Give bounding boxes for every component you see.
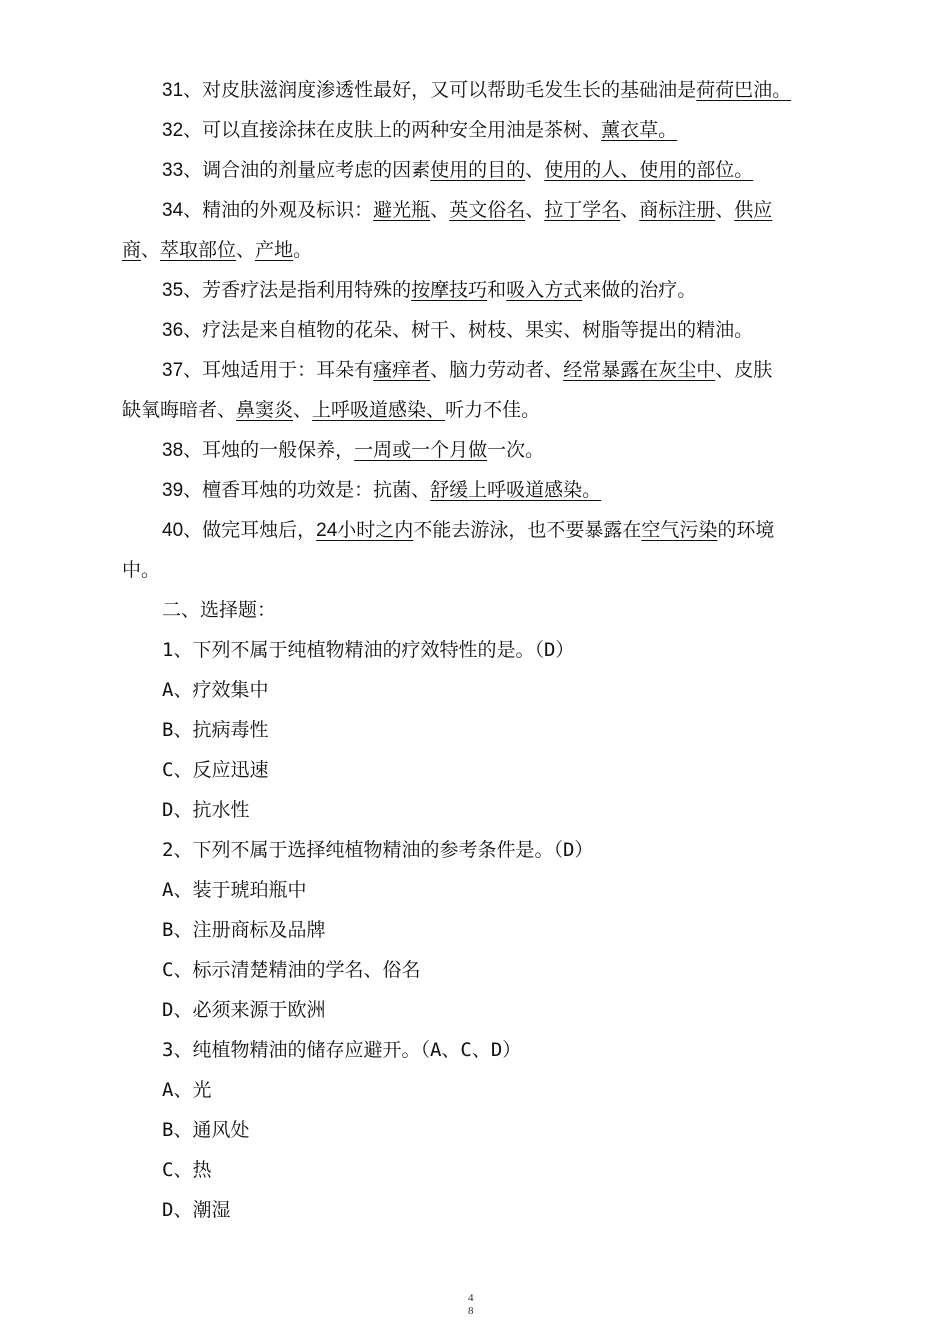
question-text: 、脑力劳动者、 <box>430 359 564 381</box>
question-text: 和 <box>487 279 507 301</box>
underlined-answer: 鼻窦炎 <box>236 399 294 421</box>
underlined-answer: 产地 <box>255 239 294 261</box>
fill-item-40 <box>162 510 774 551</box>
underlined-answer: 薰衣草。 <box>601 119 678 141</box>
question-text: 、 <box>293 399 313 421</box>
underlined-answer: 24 <box>316 520 338 541</box>
question-text: 、 <box>715 199 735 221</box>
underlined-answer: 上呼吸道感染、 <box>312 399 446 421</box>
question-text: 、可以直接涂抹在皮肤上的两种安全用油是茶树、 <box>183 119 602 141</box>
question-text: 、 <box>525 159 545 181</box>
question-1-stem: 1、下列不属于纯植物精油的疗效特性的是。（D） <box>162 639 575 661</box>
underlined-answer: 吸入方式 <box>506 279 583 301</box>
fill-item-34-cont <box>122 230 312 270</box>
question-text: 、耳烛的一般保养， <box>183 439 355 461</box>
question-text: 、 <box>141 239 161 261</box>
underlined-answer: 商 <box>122 239 142 261</box>
underlined-answer: 瘙痒者 <box>373 359 431 381</box>
underlined-answer: 荷荷巴油。 <box>696 79 792 101</box>
page-number-line2: 8 <box>468 1305 474 1317</box>
question-text: 、对皮肤滋润度渗透性最好，又可以帮助毛发生长的基础油是 <box>183 79 697 101</box>
question-1-option-b: B、抗病毒性 <box>162 719 269 741</box>
question-text: 、疗法是来自植物的花朵、树干、树枝、果实、树脂等提出的精油。 <box>183 319 754 341</box>
item-number: 34 <box>162 200 184 221</box>
item-number: 40 <box>162 520 184 541</box>
page-number-line1: 4 <box>468 1292 474 1304</box>
underlined-answer: 使用的人、使用的部位。 <box>544 159 754 181</box>
underlined-answer: 使用的目的 <box>430 159 526 181</box>
question-text: 、 <box>430 199 450 221</box>
question-text: 、耳烛适用于：耳朵有 <box>183 359 374 381</box>
underlined-answer: 商标注册 <box>639 199 716 221</box>
item-number: 33 <box>162 160 184 181</box>
fill-item-37 <box>162 350 772 391</box>
fill-item-38 <box>162 430 544 471</box>
item-number: 35 <box>162 280 184 301</box>
section-title: 二、选择题： <box>162 599 277 621</box>
question-text: 、精油的外观及标识： <box>183 199 374 221</box>
question-text: 来做的治疗。 <box>582 279 697 301</box>
question-text: 缺氧晦暗者、 <box>122 399 237 421</box>
fill-item-36 <box>162 310 753 351</box>
question-text: 、做完耳烛后， <box>183 519 317 541</box>
question-3-stem: 3、纯植物精油的储存应避开。（A、C、D） <box>162 1039 522 1061</box>
item-number: 36 <box>162 320 184 341</box>
question-text: 听力不佳。 <box>445 399 541 421</box>
question-3-option-d: D、潮湿 <box>162 1199 231 1221</box>
fill-item-34 <box>162 190 772 231</box>
fill-item-37-cont <box>122 390 540 430</box>
underlined-answer: 按摩技巧 <box>411 279 488 301</box>
fill-item-39 <box>162 470 601 511</box>
question-1-option-d: D、抗水性 <box>162 799 250 821</box>
question-text: 的环境 <box>717 519 775 541</box>
question-text: 、 <box>620 199 640 221</box>
item-number: 39 <box>162 480 184 501</box>
item-number: 37 <box>162 360 184 381</box>
question-2-option-d: D、必须来源于欧洲 <box>162 999 326 1021</box>
underlined-answer: 一周或一个月做 <box>354 439 488 461</box>
question-text: 、调合油的剂量应考虑的因素 <box>183 159 431 181</box>
question-2-option-c: C、标示清楚精油的学名、俗名 <box>162 959 421 981</box>
underlined-answer: 拉丁学名 <box>544 199 621 221</box>
item-number: 38 <box>162 440 184 461</box>
underlined-answer: 经常暴露在灰尘中 <box>563 359 716 381</box>
question-2-option-b: B、注册商标及品牌 <box>162 919 326 941</box>
question-3-option-a: A、光 <box>162 1079 212 1101</box>
item-number: 32 <box>162 120 184 141</box>
question-text: 不能去游泳，也不要暴露在 <box>413 519 642 541</box>
fill-item-35 <box>162 270 696 311</box>
question-1-option-c: C、反应迅速 <box>162 759 269 781</box>
question-text: 、檀香耳烛的功效是：抗菌、 <box>183 479 431 501</box>
fill-item-32 <box>162 110 677 151</box>
underlined-answer: 空气污染 <box>641 519 718 541</box>
item-number: 31 <box>162 80 184 101</box>
question-text: 、 <box>236 239 256 261</box>
fill-item-31 <box>162 70 791 111</box>
question-text: 、芳香疗法是指利用特殊的 <box>183 279 412 301</box>
underlined-answer: 供应 <box>734 199 773 221</box>
question-text: 。 <box>293 239 313 261</box>
question-text: 一次。 <box>487 439 545 461</box>
question-3-option-c: C、热 <box>162 1159 212 1181</box>
question-text: 中。 <box>122 559 161 581</box>
question-text: 、 <box>525 199 545 221</box>
question-2-option-a: A、装于琥珀瓶中 <box>162 879 307 901</box>
underlined-answer: 萃取部位 <box>160 239 237 261</box>
fill-item-40-cont <box>122 550 160 590</box>
question-2-stem: 2、下列不属于选择纯植物精油的参考条件是。（D） <box>162 839 594 861</box>
underlined-answer: 英文俗名 <box>449 199 526 221</box>
underlined-answer: 舒缓上呼吸道感染。 <box>430 479 602 501</box>
underlined-answer: 小时之内 <box>337 519 414 541</box>
fill-item-33 <box>162 150 753 191</box>
question-3-option-b: B、通风处 <box>162 1119 250 1141</box>
question-1-option-a: A、疗效集中 <box>162 679 269 701</box>
question-text: 、皮肤 <box>715 359 773 381</box>
underlined-answer: 避光瓶 <box>373 199 431 221</box>
